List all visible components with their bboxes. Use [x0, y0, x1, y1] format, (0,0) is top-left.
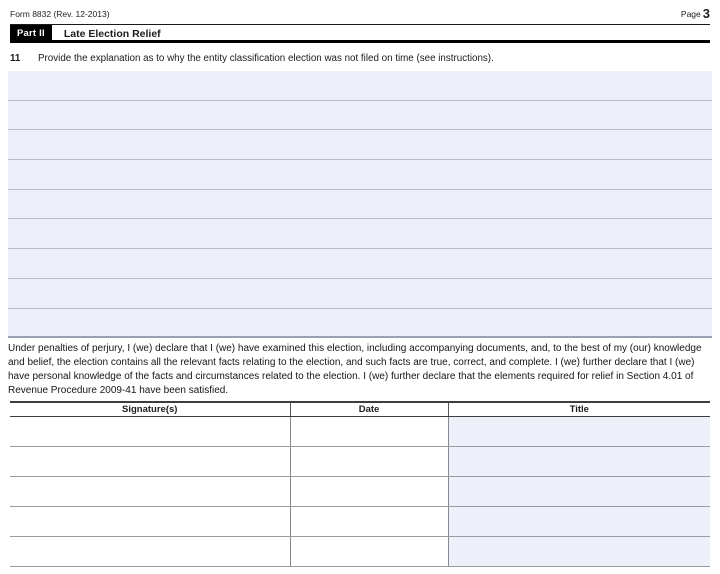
signature-table-body [10, 417, 710, 567]
signature-cell [10, 537, 290, 567]
line-11-text: Provide the explanation as to why the entity classification election was not filed on time (see instructions). [38, 53, 494, 64]
signature-cell [10, 417, 290, 447]
date-cell [290, 447, 448, 477]
line-11 [10, 53, 710, 64]
title-cell[interactable] [448, 537, 710, 567]
title-cell[interactable] [448, 477, 710, 507]
page-number: 3 [702, 6, 710, 21]
signature-cell [10, 507, 290, 537]
page-indicator [681, 8, 710, 19]
date-cell [290, 507, 448, 537]
signature-table [10, 401, 710, 567]
table-row [10, 537, 710, 567]
date-cell [290, 477, 448, 507]
signature-cell [10, 477, 290, 507]
signature-cell [10, 447, 290, 477]
explanation-line[interactable] [8, 130, 712, 160]
explanation-line[interactable] [8, 101, 712, 131]
table-row [10, 477, 710, 507]
column-header-signatures: Signature(s) [10, 402, 290, 417]
perjury-declaration: Under penalties of perjury, I (we) declare that I (we) have examined this election, including accompanying documents, and, to the best of my (our) knowledge and belief, the election contains all the relevant facts relating to the election, and such facts are true, correct, and complete. I (we) further declare that I (we) have personal knowledge of the facts and circumstances related to the election. I (we) further declare that the elements required for relief in Section 4.01 of Revenue Procedure 2009-41 have been satisfied. [8, 343, 702, 397]
explanation-field[interactable] [8, 71, 712, 338]
explanation-line[interactable] [8, 190, 712, 220]
form-revision-label: Form 8832 (Rev. 12-2013) [10, 9, 110, 19]
explanation-line[interactable] [8, 279, 712, 309]
line-11-number: 11 [10, 53, 21, 64]
page-top-header [0, 0, 720, 19]
explanation-line[interactable] [8, 249, 712, 279]
page-word: Page [680, 9, 701, 19]
title-cell[interactable] [448, 507, 710, 537]
date-cell [290, 417, 448, 447]
part-label-badge: Part II [10, 25, 52, 40]
date-cell [290, 537, 448, 567]
signature-table-header-row [10, 402, 710, 417]
table-row [10, 417, 710, 447]
part-header-bar [10, 24, 710, 43]
table-row [10, 507, 710, 537]
explanation-line[interactable] [8, 309, 712, 339]
part-title: Late Election Relief [63, 27, 161, 40]
column-header-date: Date [290, 402, 448, 417]
column-header-title: Title [448, 402, 710, 417]
explanation-line[interactable] [8, 219, 712, 249]
explanation-line[interactable] [8, 71, 712, 101]
table-row [10, 447, 710, 477]
explanation-line[interactable] [8, 160, 712, 190]
title-cell[interactable] [448, 417, 710, 447]
title-cell[interactable] [448, 447, 710, 477]
